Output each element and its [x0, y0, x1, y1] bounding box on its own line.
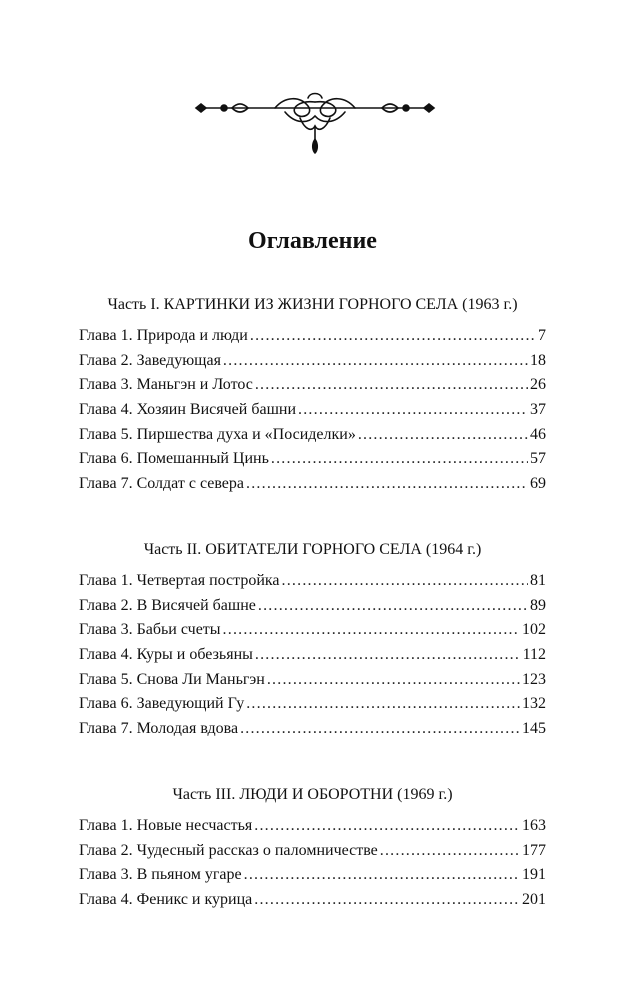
toc-entry[interactable] — [79, 401, 546, 426]
toc-entry[interactable] — [79, 671, 546, 696]
page-number: 102 — [522, 621, 546, 639]
chapter-title: Глава 5. Снова Ли Маньгэн — [79, 670, 265, 688]
dot-leader — [244, 866, 520, 884]
toc-entry[interactable] — [79, 646, 546, 671]
toc-entry[interactable] — [79, 426, 546, 451]
chapter-title: Глава 1. Новые несчастья — [79, 817, 253, 834]
page-number: 163 — [522, 817, 546, 834]
page-number: 177 — [522, 841, 546, 859]
toc-entry[interactable] — [79, 475, 546, 500]
chapter-title: Глава 1. Четвертая постройка — [79, 572, 280, 589]
dot-leader — [223, 621, 520, 639]
dot-leader — [246, 695, 520, 713]
dot-leader — [254, 891, 520, 909]
dot-leader — [223, 352, 528, 370]
page-number: 89 — [530, 596, 546, 614]
toc-entry[interactable] — [79, 572, 546, 597]
part-1-title: Часть I. КАРТИНКИ ИЗ ЖИЗНИ ГОРНОГО СЕЛА (1963 г.) — [107, 296, 518, 313]
flourish-ornament-icon — [190, 88, 440, 158]
toc-entry[interactable] — [79, 621, 546, 646]
toc-entry[interactable] — [79, 450, 546, 475]
chapter-title: Глава 2. Чудесный рассказ о паломничестве — [79, 841, 378, 859]
dot-leader — [282, 572, 528, 590]
dot-leader — [246, 475, 528, 493]
chapter-title: Глава 5. Пиршества духа и «Посиделки» — [79, 425, 356, 443]
chapter-title: Глава 4. Хозяин Висячей башни — [79, 401, 297, 419]
toc-entry[interactable] — [79, 327, 546, 352]
chapter-title: Глава 6. Помешанный Цинь — [79, 450, 269, 468]
chapter-title: Глава 2. В Висячей башне — [79, 596, 256, 614]
toc-entry[interactable] — [79, 376, 546, 401]
toc-entry[interactable] — [79, 352, 546, 377]
chapter-title: Глава 2. Заведующая — [79, 351, 221, 369]
part-1-chapter-list — [79, 327, 546, 500]
toc-entry[interactable] — [79, 695, 546, 720]
dot-leader — [255, 376, 528, 394]
toc-entry[interactable] — [79, 597, 546, 622]
page-number: 69 — [530, 475, 546, 493]
dot-leader — [358, 426, 528, 444]
dot-leader — [267, 671, 520, 689]
dot-leader — [255, 646, 521, 664]
page-number: 57 — [530, 450, 546, 468]
dot-leader — [254, 817, 520, 835]
page-number: 201 — [522, 891, 546, 909]
page-number: 145 — [522, 720, 546, 738]
toc-heading: Оглавление — [248, 228, 377, 254]
dot-leader — [271, 450, 528, 468]
page-number: 123 — [522, 670, 546, 688]
page-number: 191 — [522, 866, 546, 884]
toc-entry[interactable] — [79, 817, 546, 842]
chapter-title: Глава 1. Природа и люди — [79, 327, 248, 344]
toc-entry[interactable] — [79, 866, 546, 891]
chapter-title: Глава 3. Маньгэн и Лотос — [79, 376, 253, 394]
page-number: 7 — [538, 327, 546, 344]
toc-entry[interactable] — [79, 842, 546, 867]
page-number: 18 — [530, 351, 546, 369]
chapter-title: Глава 7. Молодая вдова — [79, 720, 239, 738]
chapter-title: Глава 7. Солдат с севера — [79, 475, 245, 493]
part-2-title: Часть II. ОБИТАТЕЛИ ГОРНОГО СЕЛА (1964 г.) — [143, 541, 482, 558]
dot-leader — [258, 597, 528, 615]
dot-leader — [240, 720, 520, 738]
page-number: 46 — [530, 425, 546, 443]
page-number: 26 — [530, 376, 546, 394]
chapter-title: Глава 3. В пьяном угаре — [79, 866, 242, 884]
chapter-title: Глава 3. Бабьи счеты — [79, 621, 221, 639]
chapter-title: Глава 6. Заведующий Гу — [79, 695, 245, 713]
chapter-title: Глава 4. Куры и обезьяны — [79, 646, 253, 664]
part-3-title: Часть III. ЛЮДИ И ОБОРОТНИ (1969 г.) — [172, 786, 453, 803]
page-number: 81 — [530, 572, 546, 589]
dot-leader — [298, 401, 528, 419]
dot-leader — [380, 842, 520, 860]
toc-entry[interactable] — [79, 720, 546, 745]
toc-entry[interactable] — [79, 891, 546, 916]
chapter-title: Глава 4. Феникс и курица — [79, 891, 253, 909]
part-3-chapter-list — [79, 817, 546, 916]
part-2-chapter-list — [79, 572, 546, 745]
page-number: 112 — [522, 646, 546, 664]
page-number: 37 — [530, 401, 546, 419]
page-number: 132 — [522, 695, 546, 713]
dot-leader — [250, 327, 536, 345]
